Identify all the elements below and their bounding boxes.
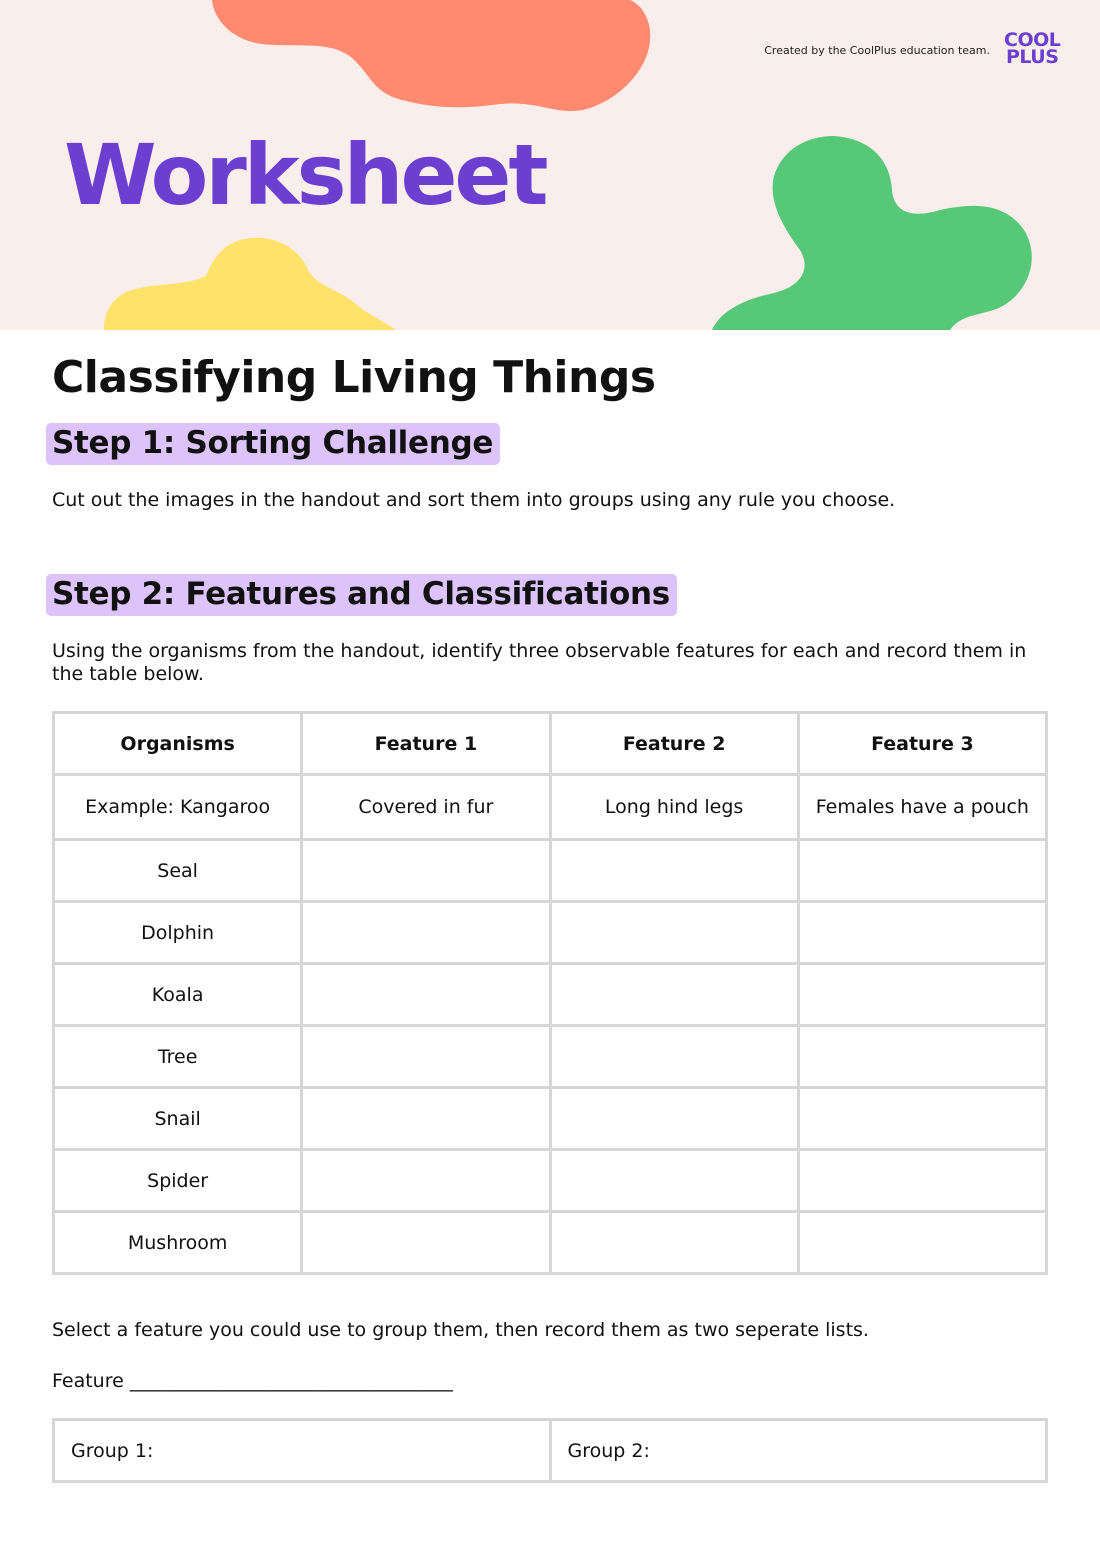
groups-table xyxy=(52,1418,1048,1483)
organism-cell: Snail xyxy=(54,1088,302,1150)
table-row xyxy=(54,1088,1047,1150)
feature-cell[interactable] xyxy=(550,1088,798,1150)
organism-cell: Koala xyxy=(54,964,302,1026)
organism-cell: Mushroom xyxy=(54,1212,302,1274)
group-1-cell[interactable]: Group 1: xyxy=(54,1420,551,1482)
feature-cell[interactable] xyxy=(550,964,798,1026)
table-row xyxy=(54,775,1047,840)
group-2-cell[interactable]: Group 2: xyxy=(550,1420,1047,1482)
feature-cell[interactable] xyxy=(798,964,1046,1026)
header-feature-2: Feature 2 xyxy=(550,713,798,775)
feature-cell[interactable] xyxy=(302,1088,550,1150)
yellow-blob xyxy=(104,238,396,330)
table-row xyxy=(54,840,1047,902)
header-feature-1: Feature 1 xyxy=(302,713,550,775)
organism-cell: Dolphin xyxy=(54,902,302,964)
header-feature-3: Feature 3 xyxy=(798,713,1046,775)
feature-cell[interactable] xyxy=(798,1026,1046,1088)
features-table xyxy=(52,711,1048,1275)
step2-instructions: Using the organisms from the handout, identify three observable features for each and record them in the table below. xyxy=(52,640,1027,685)
step1-heading: Step 1: Sorting Challenge xyxy=(46,423,500,465)
organism-cell: Example: Kangaroo xyxy=(54,775,302,840)
worksheet-title: Worksheet xyxy=(64,126,546,224)
feature-cell[interactable] xyxy=(302,840,550,902)
feature-cell[interactable] xyxy=(550,1212,798,1274)
feature-cell[interactable] xyxy=(302,902,550,964)
feature-cell[interactable] xyxy=(798,1088,1046,1150)
table-row xyxy=(54,1212,1047,1274)
feature-cell[interactable] xyxy=(302,964,550,1026)
feature-cell[interactable] xyxy=(302,1150,550,1212)
green-blob xyxy=(712,136,1032,330)
feature-cell[interactable] xyxy=(550,840,798,902)
organism-cell: Tree xyxy=(54,1026,302,1088)
feature-cell[interactable] xyxy=(550,902,798,964)
organism-cell: Spider xyxy=(54,1150,302,1212)
organism-cell: Seal xyxy=(54,840,302,902)
step2-heading: Step 2: Features and Classifications xyxy=(46,574,677,616)
feature-cell[interactable] xyxy=(798,902,1046,964)
groups-row xyxy=(54,1420,1047,1482)
credit-text: Created by the CoolPlus education team. xyxy=(764,44,990,57)
table-row xyxy=(54,1150,1047,1212)
table-row xyxy=(54,902,1047,964)
coolplus-logo xyxy=(1004,29,1061,68)
feature-blank-line[interactable]: Feature __________________________________ xyxy=(52,1370,453,1392)
feature-cell[interactable] xyxy=(550,1026,798,1088)
logo-line-1: COOL xyxy=(1004,29,1061,51)
feature-cell[interactable] xyxy=(302,1026,550,1088)
table-row xyxy=(54,964,1047,1026)
header-organisms: Organisms xyxy=(54,713,302,775)
feature-cell[interactable] xyxy=(798,1212,1046,1274)
feature-cell[interactable] xyxy=(798,1150,1046,1212)
page-title: Classifying Living Things xyxy=(52,352,656,403)
feature-cell[interactable] xyxy=(302,1212,550,1274)
orange-blob xyxy=(212,0,650,111)
feature-cell[interactable] xyxy=(798,840,1046,902)
select-feature-instructions: Select a feature you could use to group them, then record them as two seperate lists. xyxy=(52,1319,869,1341)
feature-cell: Long hind legs xyxy=(550,775,798,840)
feature-cell[interactable] xyxy=(550,1150,798,1212)
feature-cell: Covered in fur xyxy=(302,775,550,840)
table-header-row xyxy=(54,713,1047,775)
step1-instructions: Cut out the images in the handout and sort them into groups using any rule you choose. xyxy=(52,489,896,511)
header-banner xyxy=(0,0,1100,330)
table-row xyxy=(54,1026,1047,1088)
logo-line-2: PLUS xyxy=(1005,46,1059,68)
feature-cell: Females have a pouch xyxy=(798,775,1046,840)
